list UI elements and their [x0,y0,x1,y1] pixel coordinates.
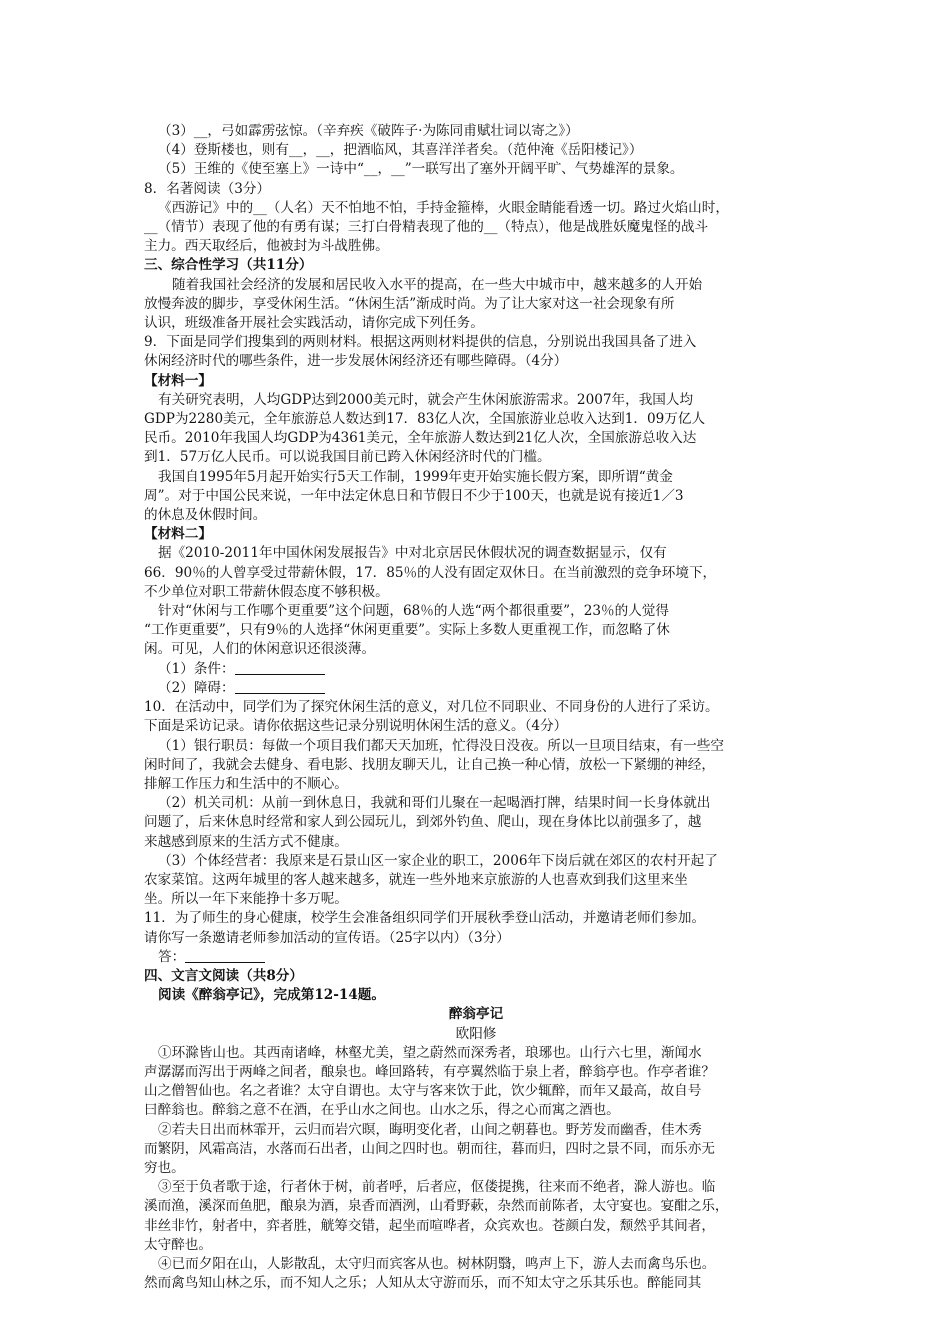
line-text: 8．名著阅读（3分） [144,180,271,197]
text-line [144,352,808,371]
line-text: ③至于负者歌于途，行者休于树，前者呼，后者应，伛偻提携，往来而不绝者，滁人游也。临 [158,1179,716,1196]
line-text: 声潺潺而泻出于两峰之间者，酿泉也。峰回路转，有亭翼然临于泉上者，醉翁亭也。作亭者谁？ [144,1063,715,1080]
text-line [144,909,808,928]
line-text: 请你写一条邀请老师参加活动的宣传语。（25字以内）（3分） [144,929,510,946]
text-line [144,1178,808,1197]
text-line [144,295,808,314]
text-line [144,1159,808,1178]
line-text: 放慢奔波的脚步，享受休闲生活。“休闲生活”渐成时尚。为了让大家对这一社会现象有所 [144,295,675,312]
text-line [144,1121,808,1140]
text-line [144,1025,808,1044]
text-line [144,833,808,852]
line-text: 民币。2010年我国人均GDP为4361美元，全年旅游人数达到21亿人次，全国旅游总收入达 [144,430,697,447]
text-line [144,429,808,448]
text-line [144,122,808,141]
line-text: 三、综合性学习（共11分） [144,257,313,274]
line-text: 太守醉也。 [144,1236,212,1253]
text-line [144,602,808,621]
line-text: 欧阳修 [455,1025,497,1042]
text-line [144,487,808,506]
text-line [144,199,808,218]
text-line [144,583,808,602]
text-line [144,506,808,525]
text-line [144,1217,808,1236]
text-line [144,1082,808,1101]
line-text: 据《2010-2011年中国休闲发展报告》中对北京居民休假状况的调查数据显示，仅有 [158,545,667,562]
text-line [144,698,808,717]
line-text: 认识，班级准备开展社会实践活动，请你完成下列任务。 [144,315,484,332]
text-line [144,256,808,275]
text-line [144,967,808,986]
line-text: 坐。所以一年下来能挣十多万呢。 [144,891,348,908]
line-text: 主力。西天取经后，他被封为斗战胜佛。 [144,238,389,255]
text-line [144,1197,808,1216]
line-text: （5）王维的《使至塞上》一诗中“__，__”一联写出了塞外开阔平旷、气势雄浑的景象。 [158,161,684,178]
text-line [144,775,808,794]
text-line [144,929,808,948]
line-text: （3）个体经营者：我原来是石景山区一家企业的职工，2006年下岗后就在郊区的农村开起了 [158,852,718,869]
text-line [144,180,808,199]
line-text: 农家菜馆。这两年城里的客人越来越多，就连一些外地来京旅游的人也喜欢到我们这里来坐 [144,871,688,888]
line-text: 我国自1995年5月起开始实行5天工作制，1999年吏开始实施长假方案，即所谓“黄金 [158,468,673,485]
answer-blank[interactable] [235,660,325,675]
line-text: （4）登斯楼也，则有__，__，把酒临风，其喜洋洋者矣。（范仲淹《岳阳楼记》） [158,142,643,159]
text-line [144,448,808,467]
document-page [144,122,808,1293]
text-line [144,871,808,890]
text-line [144,276,808,295]
line-text: “工作更重要”，只有9％的人选择“休闲更重要”。实际上多数人更重视工作，而忽略了休 [144,622,670,639]
line-text: 溪而渔，溪深而鱼肥，酿泉为酒，泉香而酒洌，山肴野蔌，杂然而前陈者，太守宴也。宴酣之乐， [144,1198,729,1215]
line-text: 不少单位对职工带薪休假态度不够积极。 [144,583,389,600]
text-line [144,852,808,871]
line-text: 四、文言文阅读（共8分） [144,967,303,984]
line-text: 【材料一】 [144,372,212,389]
text-line [144,160,808,179]
line-text: 答： [158,948,186,965]
line-text: 排解工作压力和生活中的不顺心。 [144,775,348,792]
line-text: （1）银行职员：每做一个项目我们都天天加班，忙得没日没夜。所以一旦项目结束，有一些空 [158,737,724,754]
text-line [144,717,808,736]
line-text: 醉翁亭记 [448,1006,504,1023]
text-line [144,640,808,659]
line-text: ①环滁皆山也。其西南诸峰，林壑尤美，望之蔚然而深秀者，琅琊也。山行六七里，渐闻水 [158,1044,702,1061]
text-line [144,986,808,1005]
text-line [144,679,808,698]
line-text: ②若夫日出而林霏开，云归而岩穴暝，晦明变化者，山间之朝暮也。野芳发而幽香，佳木秀 [158,1121,702,1138]
text-line [144,813,808,832]
text-line [144,141,808,160]
line-text: 而繁阴，风霜高洁，水落而石出者，山间之四时也。朝而往，暮而归，四时之景不同，而乐亦无 [144,1140,715,1157]
line-text: 山之僧智仙也。名之者谁？太守自谓也。太守与客来饮于此，饮少辄醉，而年又最高，故自号 [144,1083,702,1100]
line-text: 休闲经济时代的哪些条件，进一步发展休闲经济还有哪些障碍。（4分） [144,353,568,370]
text-line [144,948,808,967]
line-text: 随着我国社会经济的发展和居民收入水平的提高，在一些大中城市中，越来越多的人开始 [172,276,703,293]
line-text: 然而禽鸟知山林之乐，而不知人之乐；人知从太守游而乐，而不知太守之乐其乐也。醉能同其 [144,1275,702,1292]
line-text: 穷也。 [144,1159,185,1176]
line-text: 66．90％的人曾享受过带薪休假，17．85％的人没有固定双休日。在当前激烈的竞争环境下， [144,564,717,581]
line-text: 11．为了师生的身心健康，校学生会准备组织同学们开展秋季登山活动，并邀请老师们参加。 [144,910,706,927]
text-line [144,621,808,640]
text-line [144,468,808,487]
line-text: 到1．57万亿人民币。可以说我国目前已跨入休闲经济时代的门槛。 [144,449,551,466]
line-text: 阅读《醉翁亭记》，完成第12-14题。 [158,987,385,1004]
line-text: GDP为2280美元，全年旅游总人数达到17．83亿人次，全国旅游业总收入达到1．09万亿人 [144,411,706,428]
text-line [144,1255,808,1274]
text-line [144,333,808,352]
text-line [144,737,808,756]
text-line [144,314,808,333]
text-line [144,1140,808,1159]
text-line [144,1274,808,1293]
line-text: __（情节）表现了他的有勇有谋；三打白骨精表现了他的__（特点），他是战胜妖魔鬼怪的战斗 [144,219,709,236]
line-text: ④已而夕阳在山，人影散乱，太守归而宾客从也。树林阴翳，鸣声上下，游人去而禽鸟乐也。 [158,1255,716,1272]
text-line [144,1044,808,1063]
line-text: 【材料二】 [144,526,212,543]
answer-blank[interactable] [235,679,325,694]
line-text: （3）__，弓如霹雳弦惊。（辛弃疾《破阵子·为陈同甫赋壮词以寄之》） [158,123,579,139]
line-text: （2）障碍： [158,679,235,696]
text-line [144,1101,808,1120]
line-text: 闲。可见，人们的休闲意识还很淡薄。 [144,641,376,658]
line-text: 下面是采访记录。请你依据这些记录分别说明休闲生活的意义。（4分） [144,718,568,735]
line-text: 针对“休闲与工作哪个更重要”这个问题，68％的人选“两个都很重要”，23％的人觉得 [158,603,669,620]
line-text: 有关研究表明，人均GDP达到2000美元时，就会产生休闲旅游需求。2007年，我国人均 [158,391,694,408]
line-text: 周”。对于中国公民来说，一年中法定休息日和节假日不少于100天，也就是说有接近1／3 [144,487,684,504]
text-line [144,391,808,410]
line-text: 来越感到原来的生活方式不健康。 [144,833,348,850]
answer-blank[interactable] [185,948,265,963]
line-text: 《西游记》中的__（人名）天不怕地不怕，手持金箍棒，火眼金睛能看透一切。路过火焰山时， [158,199,729,216]
text-line [144,525,808,544]
line-text: 的休息及休假时间。 [144,507,267,524]
text-line [144,660,808,679]
line-text: 问题了，后来休息时经常和家人到公园玩儿，到郊外钓鱼、爬山，现在身体比以前强多了，越 [144,814,702,831]
text-line [144,410,808,429]
text-line [144,544,808,563]
line-text: （2）机关司机：从前一到休息日，我就和哥们儿聚在一起喝酒打牌，结果时间一长身体就出 [158,795,711,812]
line-text: 9．下面是同学们搜集到的两则材料。根据这两则材料提供的信息，分别说出我国具备了进入 [144,334,697,351]
text-line [144,564,808,583]
text-line [144,1005,808,1024]
line-text: 10．在活动中，同学们为了探究休闲生活的意义，对几位不同职业、不同身份的人进行了采访。 [144,699,719,716]
text-line [144,1236,808,1255]
text-line [144,890,808,909]
text-line [144,756,808,775]
line-text: （1）条件： [158,660,235,677]
text-line [144,218,808,237]
line-text: 曰醉翁也。醉翁之意不在酒，在乎山水之间也。山水之乐，得之心而寓之酒也。 [144,1102,620,1119]
text-line [144,372,808,391]
text-line [144,237,808,256]
line-text: 闲时间了，我就会去健身、看电影、找朋友聊天儿，让自己换一种心情，放松一下紧绷的神经， [144,756,715,773]
text-line [144,1063,808,1082]
line-text: 非丝非竹，射者中，弈者胜，觥筹交错，起坐而喧哗者，众宾欢也。苍颜白发，颓然乎其间者， [144,1217,715,1234]
text-line [144,794,808,813]
